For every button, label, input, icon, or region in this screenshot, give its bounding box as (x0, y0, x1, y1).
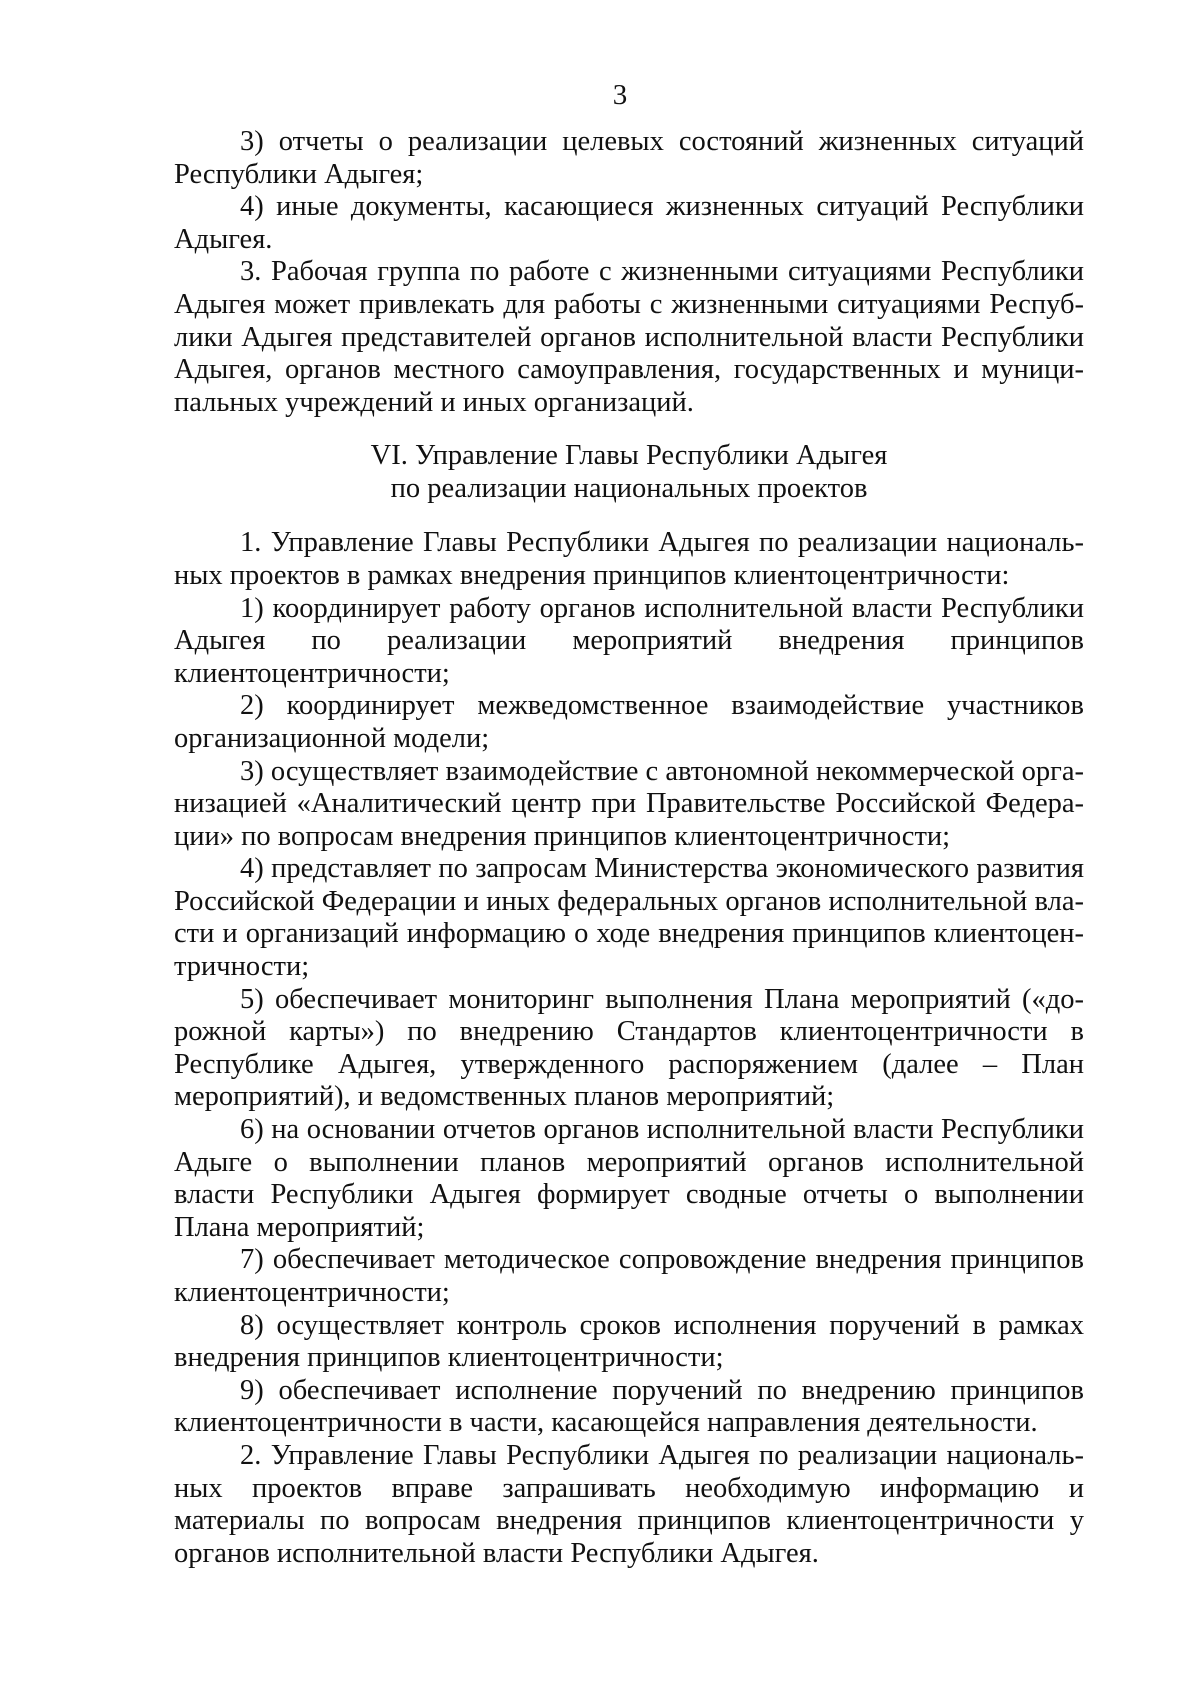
paragraph-item-4-other-documents: 4) иные документы, касающиеся жизненных ситуаций Республики Адыгея. (174, 191, 1084, 255)
paragraph-item-3-analytical-center: 3) осуществляет взаимодействие с автономной некоммерческой организацией «Аналитический центр при Правительстве Российской Федерации» по вопросам внедрения принципов клиентоцентричности; (174, 755, 1084, 852)
section-vi-heading-line-1: VI. Управление Главы Республики Адыгея (370, 440, 888, 472)
paragraph-clause-2-request-information: 2. Управление Главы Республики Адыгея по реализации национальных проектов вправе запрашивать необходимую информацию и материалы по вопросам внедрения принципов клиентоцентричности у органов исполнительной власти Республики Адыгея. (174, 1439, 1084, 1569)
paragraph-item-3-reports: 3) отчеты о реализации целевых состояний жизненных ситуаций Республики Адыгея; (174, 126, 1084, 190)
paragraph-item-6-summary-reports: 6) на основании отчетов органов исполнительной власти Республики Адыге о выполнении планов мероприятий органов исполнительной власти Республики Адыгея формирует сводные отчеты о выполнении Плана мероприятий; (174, 1114, 1084, 1243)
paragraph-item-4-provides-information: 4) представляет по запросам Министерства экономического развития Российской Федерации и иных федеральных органов исполнительной власти и организаций информацию о ходе внедрения принципов клиентоцентричности; (174, 853, 1084, 983)
section-vi-heading (174, 439, 1084, 505)
paragraph-item-8-deadline-control: 8) осуществляет контроль сроков исполнения поручений в рамках внедрения принципов клиентоцентричности; (174, 1309, 1084, 1374)
paragraph-item-9-instructions-execution: 9) обеспечивает исполнение поручений по внедрению принципов клиентоцентричности в части, касающейся направления деятельности. (174, 1374, 1084, 1439)
paragraph-item-5-monitoring: 5) обеспечивает мониторинг выполнения Плана мероприятий («дорожной карты») по внедрению Стандартов клиентоцентричности в Республике Адыгея, утвержденного распоряжением (далее – План мероприятий), и ведомственных планов мероприятий; (174, 983, 1084, 1113)
paragraph-item-7-methodological-support: 7) обеспечивает методическое сопровождение внедрения принципов клиентоцентричности; (174, 1244, 1084, 1308)
section-v-continuation (174, 126, 1084, 419)
paragraph-clause-3-working-group: 3. Рабочая группа по работе с жизненными ситуациями Республики Адыгея может привлекать для работы с жизненными ситуациями Республики Адыгея представителей органов исполнительной власти Республики Адыгея, органов местного самоуправления, государственных и муниципальных учреждений и иных организаций. (174, 256, 1084, 418)
paragraph-item-2-coordinates-interaction: 2) координирует межведомственное взаимодействие участников организационной модели; (174, 690, 1084, 754)
section-vi-body (174, 527, 1084, 1570)
page-number: 3 (612, 79, 628, 111)
document-body (174, 126, 1084, 1570)
section-vi-heading-line-2: по реализации национальных проектов (390, 473, 868, 505)
paragraph-item-1-coordinates-work: 1) координирует работу органов исполнительной власти Республики Адыгея по реализации мероприятий внедрения принципов клиентоцентричности; (174, 592, 1084, 689)
paragraph-clause-1-intro: 1. Управление Главы Республики Адыгея по реализации национальных проектов в рамках внедрения принципов клиентоцентричности: (174, 527, 1084, 591)
